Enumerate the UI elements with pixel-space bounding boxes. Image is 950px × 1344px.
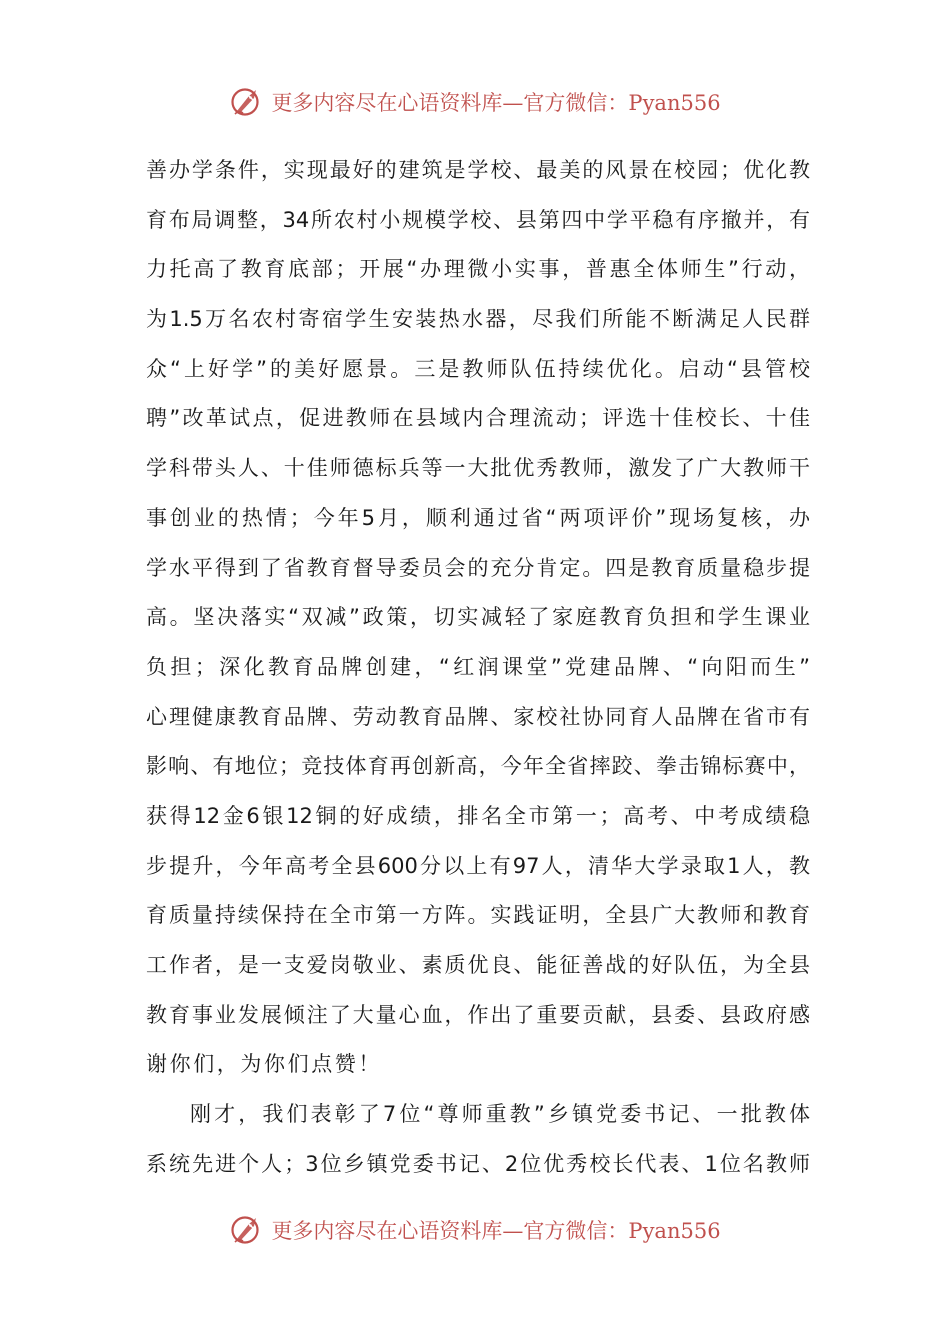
pen-nib-circle-icon bbox=[229, 1212, 265, 1248]
text-line: 谢你们，为你们点赞！ bbox=[146, 1052, 382, 1077]
footer-watermark bbox=[0, 1210, 950, 1250]
pen-nib-circle-icon bbox=[229, 84, 265, 120]
paragraph-first-line: 刚才，我们表彰了7位“尊师重教”乡镇党委书记、一批教体 bbox=[190, 1102, 810, 1127]
text-line: 教育事业发展倾注了大量心血，作出了重要贡献，县委、县政府感 bbox=[146, 1002, 810, 1027]
text-line: 影响、有地位；竞技体育再创新高，今年全省摔跤、拳击锦标赛中， bbox=[146, 754, 810, 779]
text-line: 学科带头人、十佳师德标兵等一大批优秀教师，激发了广大教师干 bbox=[146, 456, 810, 481]
watermark-text: 更多内容尽在心语资料库—官方微信：Pyan556 bbox=[271, 91, 721, 115]
text-line: 心理健康教育品牌、劳动教育品牌、家校社协同育人品牌在省市有 bbox=[146, 704, 810, 729]
text-line: 获得12金6银12铜的好成绩，排名全市第一；高考、中考成绩稳 bbox=[146, 803, 810, 828]
text-line: 为1.5万名农村寄宿学生安装热水器，尽我们所能不断满足人民群 bbox=[146, 307, 810, 332]
text-line: 力托高了教育底部；开展“办理微小实事，普惠全体师生”行动， bbox=[146, 257, 810, 282]
header-watermark bbox=[0, 82, 950, 122]
text-line: 聘”改革试点，促进教师在县域内合理流动；评选十佳校长、十佳 bbox=[146, 406, 810, 431]
text-line: 负担；深化教育品牌创建，“红润课堂”党建品牌、“向阳而生” bbox=[146, 654, 810, 679]
text-line: 学水平得到了省教育督导委员会的充分肯定。四是教育质量稳步提 bbox=[146, 555, 810, 580]
text-line: 事创业的热情；今年5月，顺利通过省“两项评价”现场复核，办 bbox=[146, 505, 810, 530]
text-line: 步提升，今年高考全县600分以上有97人，清华大学录取1人，教 bbox=[146, 853, 810, 878]
text-line: 高。坚决落实“双减”政策，切实减轻了家庭教育负担和学生课业 bbox=[146, 605, 810, 630]
text-line: 育质量持续保持在全市第一方阵。实践证明，全县广大教师和教育 bbox=[146, 903, 810, 928]
text-line: 系统先进个人；3位乡镇党委书记、2位优秀校长代表、1位名教师 bbox=[146, 1151, 810, 1176]
watermark-text: 更多内容尽在心语资料库—官方微信：Pyan556 bbox=[271, 1219, 721, 1243]
text-line: 工作者，是一支爱岗敬业、素质优良、能征善战的好队伍，为全县 bbox=[146, 953, 810, 977]
text-line: 育布局调整，34所农村小规模学校、县第四中学平稳有序撤并，有 bbox=[146, 207, 810, 232]
text-line: 善办学条件，实现最好的建筑是学校、最美的风景在校园；优化教 bbox=[146, 158, 810, 182]
text-line: 众“上好学”的美好愿景。三是教师队伍持续优化。启动“县管校 bbox=[146, 356, 810, 381]
document-body bbox=[146, 146, 810, 1189]
